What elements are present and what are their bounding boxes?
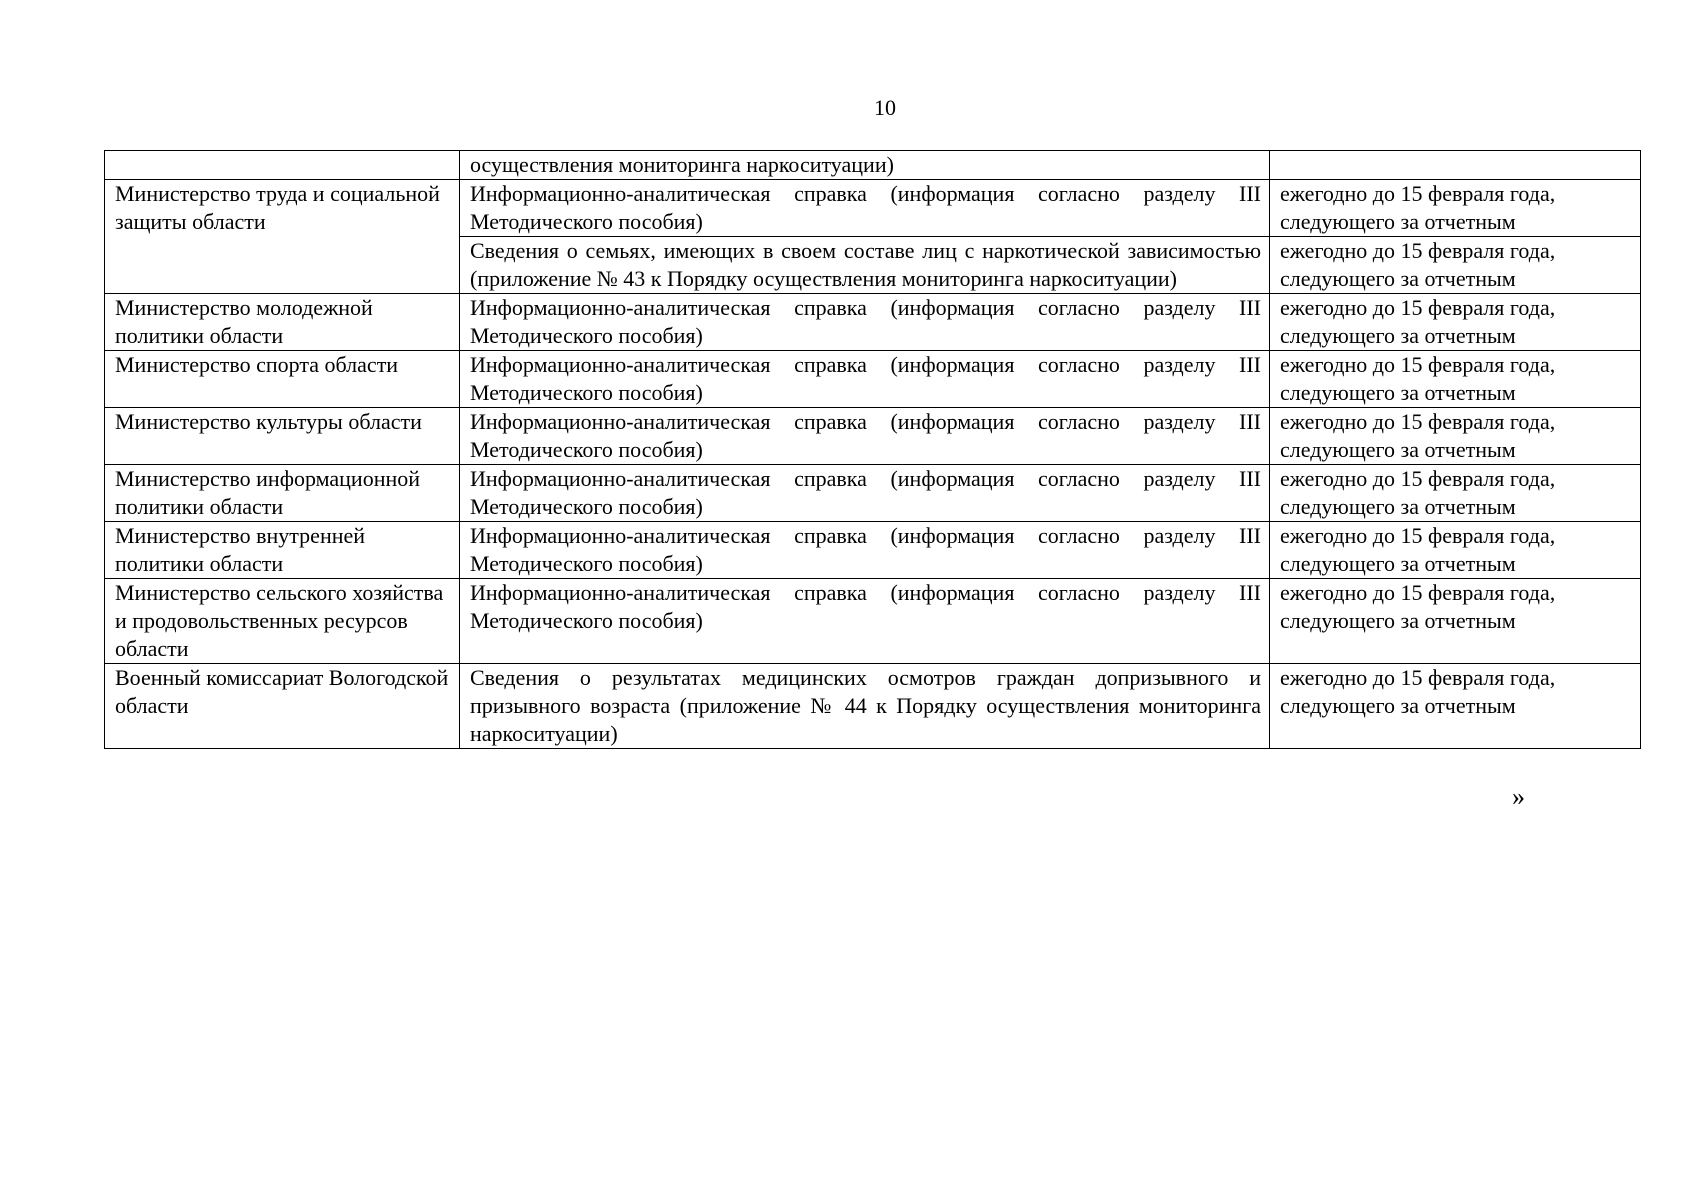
- org-cell: Министерство внутренней политики области: [105, 522, 460, 579]
- document-cell: Информационно-аналитическая справка (информация согласно разделу III Методического пособия): [460, 522, 1270, 579]
- org-cell: Министерство труда и социальной защиты области: [105, 180, 460, 294]
- document-cell: Информационно-аналитическая справка (информация согласно разделу III Методического пособия): [460, 351, 1270, 408]
- document-cell: Информационно-аналитическая справка (информация согласно разделу III Методического пособия): [460, 579, 1270, 664]
- org-cell: Министерство молодежной политики области: [105, 294, 460, 351]
- closing-quote-mark: »: [1512, 782, 1525, 811]
- table-row: [105, 664, 1641, 749]
- deadline-cell: ежегодно до 15 февраля года, следующего за отчетным: [1270, 465, 1641, 522]
- table-row: [105, 351, 1641, 408]
- table-row: [105, 180, 1641, 237]
- org-cell: Министерство информационной политики области: [105, 465, 460, 522]
- table-row: [105, 294, 1641, 351]
- document-cell: осуществления мониторинга наркоситуации): [460, 151, 1270, 180]
- org-cell: Министерство культуры области: [105, 408, 460, 465]
- org-cell: Министерство сельского хозяйства и продовольственных ресурсов области: [105, 579, 460, 664]
- org-cell: Военный комиссариат Вологодской области: [105, 664, 460, 749]
- document-cell: Информационно-аналитическая справка (информация согласно разделу III Методического пособия): [460, 180, 1270, 237]
- deadline-cell: [1270, 151, 1641, 180]
- deadline-cell: ежегодно до 15 февраля года, следующего за отчетным: [1270, 180, 1641, 237]
- document-cell: Информационно-аналитическая справка (информация согласно разделу III Методического пособия): [460, 294, 1270, 351]
- org-cell: [105, 151, 460, 180]
- table-row: [105, 465, 1641, 522]
- deadline-cell: ежегодно до 15 февраля года, следующего за отчетным: [1270, 237, 1641, 294]
- table-row: [105, 151, 1641, 180]
- page-number: 10: [874, 95, 896, 120]
- table-row: [105, 579, 1641, 664]
- deadline-cell: ежегодно до 15 февраля года, следующего за отчетным: [1270, 351, 1641, 408]
- deadline-cell: ежегодно до 15 февраля года, следующего за отчетным: [1270, 522, 1641, 579]
- document-cell: Сведения о результатах медицинских осмотров граждан допризывного и призывного возраста (приложение № 44 к Порядку осуществления мониторинга наркоситуации): [460, 664, 1270, 749]
- table-row: [105, 408, 1641, 465]
- org-cell: Министерство спорта области: [105, 351, 460, 408]
- table-row: [105, 522, 1641, 579]
- monitoring-table: [104, 150, 1641, 749]
- document-cell: Информационно-аналитическая справка (информация согласно разделу III Методического пособия): [460, 465, 1270, 522]
- deadline-cell: ежегодно до 15 февраля года, следующего за отчетным: [1270, 408, 1641, 465]
- deadline-cell: ежегодно до 15 февраля года, следующего за отчетным: [1270, 579, 1641, 664]
- document-cell: Информационно-аналитическая справка (информация согласно разделу III Методического пособия): [460, 408, 1270, 465]
- deadline-cell: ежегодно до 15 февраля года, следующего за отчетным: [1270, 294, 1641, 351]
- deadline-cell: ежегодно до 15 февраля года, следующего за отчетным: [1270, 664, 1641, 749]
- document-cell: Сведения о семьях, имеющих в своем составе лиц с наркотической зависимостью (приложение № 43 к Порядку осуществления мониторинга наркоситуации): [460, 237, 1270, 294]
